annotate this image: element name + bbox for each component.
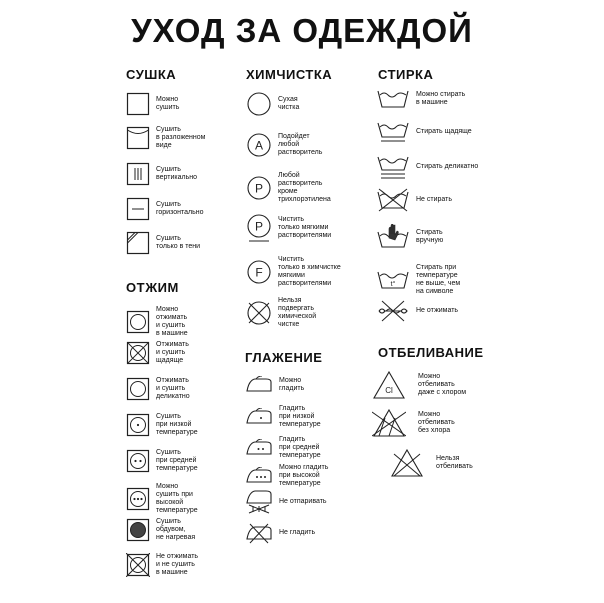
item-label: Не отпаривать xyxy=(279,498,327,505)
solvent-letter: P xyxy=(254,181,264,196)
list-item xyxy=(376,300,458,322)
bleach-chlorine-icon xyxy=(372,370,406,400)
item-label: Отжимать и сушить деликатно xyxy=(156,377,190,400)
list-item xyxy=(246,297,316,329)
item-label: Подойдет любой растворитель xyxy=(278,133,323,156)
drip-dry-icon xyxy=(126,162,150,186)
do-not-wash-icon xyxy=(376,188,410,212)
list-item xyxy=(126,126,206,150)
svg-text:t°: t° xyxy=(390,281,396,288)
list-item xyxy=(126,483,198,515)
page-title: УХОД ЗА ОДЕЖДОЙ xyxy=(131,12,473,49)
list-item xyxy=(245,376,304,394)
item-label: Стирать при температуре не выше, чем на символе xyxy=(416,264,461,295)
tumble-dry-icon xyxy=(126,92,150,116)
item-label: Можно гладить при высокой температуре xyxy=(279,464,329,487)
dry-clean-no-trichlorethylene-icon xyxy=(246,175,272,201)
item-label: Не гладить xyxy=(279,529,316,536)
item-label: Сушить горизонтально xyxy=(156,201,204,216)
list-item xyxy=(126,341,189,365)
item-label: Можно отбеливать даже с хлором xyxy=(418,373,467,396)
list-item xyxy=(376,88,465,110)
dry-clean-any-solvent-icon xyxy=(246,132,272,158)
list-item xyxy=(376,264,460,296)
bleach-letter: Cl xyxy=(385,386,393,395)
item-label: Не отжимать и не сушить в машине xyxy=(156,553,199,576)
item-label: Сушить только в тени xyxy=(156,235,201,250)
item-label: Любой растворитель кроме трихлорэтилена xyxy=(278,172,331,203)
section-title-bleaching: ОТБЕЛИВАНИЕ xyxy=(378,345,484,360)
list-item xyxy=(245,464,328,488)
section-title-wringing: ОТЖИМ xyxy=(126,280,179,295)
item-label: Нельзя отбеливать xyxy=(436,455,473,470)
gentle-wash-icon xyxy=(376,120,410,144)
item-label: Сушить при средней температуре xyxy=(156,449,198,472)
list-item xyxy=(126,197,204,221)
bleach-non-chlorine-icon xyxy=(372,408,406,438)
list-item xyxy=(376,224,443,250)
list-item xyxy=(126,162,197,186)
list-item xyxy=(246,213,331,243)
list-item xyxy=(372,370,466,400)
section-title-ironing: ГЛАЖЕНИЕ xyxy=(245,350,323,365)
list-item xyxy=(126,306,188,338)
item-label: Нельзя подвергать химической чистке xyxy=(278,297,317,328)
list-item xyxy=(126,92,179,116)
list-item xyxy=(246,172,331,204)
list-item xyxy=(126,413,198,437)
solvent-letter: F xyxy=(255,265,263,280)
list-item xyxy=(245,405,321,429)
item-label: Не отжимать xyxy=(416,307,459,314)
list-item xyxy=(246,132,322,158)
section-title-drying: СУШКА xyxy=(126,67,177,82)
solvent-letter: P xyxy=(254,219,264,234)
item-label: Чистить только мягкими растворителями xyxy=(278,216,332,239)
list-item xyxy=(245,490,327,514)
item-label: Не стирать xyxy=(416,196,452,203)
dry-low-heat-icon xyxy=(126,413,150,437)
do-not-bleach-icon xyxy=(390,448,424,478)
delicate-wash-icon xyxy=(376,154,410,180)
item-label: Гладить при низкой температуре xyxy=(279,405,321,428)
section-title-drycleaning: ХИМЧИСТКА xyxy=(246,67,333,82)
dry-high-heat-icon xyxy=(126,487,150,511)
iron-medium-icon xyxy=(245,439,273,457)
list-item xyxy=(246,91,299,117)
iron-icon xyxy=(245,376,273,394)
iron-high-icon xyxy=(245,467,273,485)
list-item xyxy=(376,188,452,212)
item-label: Можно отжимать и сушить в машине xyxy=(156,306,188,337)
machine-dry-icon xyxy=(126,310,150,334)
list-item xyxy=(246,256,341,288)
do-not-tumble-dry-icon xyxy=(126,553,150,577)
iron-low-icon xyxy=(245,408,273,426)
do-not-iron-icon xyxy=(245,522,273,544)
list-item xyxy=(126,231,200,255)
list-item xyxy=(390,448,473,478)
item-label: Чистить только в химчистке мягкими растворителями xyxy=(278,256,341,287)
item-label: Сушить при низкой температуре xyxy=(156,413,198,436)
gentle-dry-icon xyxy=(126,341,150,365)
dry-flat-icon xyxy=(126,197,150,221)
machine-wash-icon xyxy=(376,88,410,110)
list-item xyxy=(126,377,190,401)
list-item xyxy=(376,154,478,180)
dry-clean-petroleum-icon xyxy=(246,259,272,285)
list-item xyxy=(126,518,195,542)
item-label: Гладить при средней температуре xyxy=(279,436,321,459)
list-item xyxy=(376,120,472,144)
list-item xyxy=(126,553,198,577)
dry-clean-mild-solvent-icon xyxy=(246,213,272,243)
item-label: Стирать щадяще xyxy=(416,128,472,135)
do-not-dry-clean-icon xyxy=(246,300,272,326)
item-label: Можно сушить при высокой температуре xyxy=(156,483,198,514)
list-item xyxy=(372,408,455,438)
dry-medium-heat-icon xyxy=(126,449,150,473)
do-not-wring-icon xyxy=(376,300,410,322)
dry-clean-icon xyxy=(246,91,272,117)
delicate-dry-icon xyxy=(126,377,150,401)
dry-no-heat-icon xyxy=(126,518,150,542)
solvent-letter: A xyxy=(254,138,264,153)
item-label: Сушить в разложенном виде xyxy=(156,126,206,149)
no-steam-icon xyxy=(245,490,273,514)
item-label: Отжимать и сушить щадяще xyxy=(156,341,189,364)
hand-wash-icon xyxy=(376,224,410,250)
item-label: Стирать вручную xyxy=(416,229,444,244)
dry-in-shade-icon xyxy=(126,231,150,255)
item-label: Можно отбеливать без хлора xyxy=(418,411,455,434)
list-item xyxy=(245,522,315,544)
wash-temp-icon xyxy=(376,269,410,291)
list-item xyxy=(126,449,198,473)
item-label: Сушить обдувом, не нагревая xyxy=(156,518,196,541)
item-label: Стирать деликатно xyxy=(416,163,479,170)
item-label: Можно сушить xyxy=(156,96,180,111)
item-label: Сушить вертикально xyxy=(156,166,197,181)
list-item xyxy=(245,436,321,460)
item-label: Сухая чистка xyxy=(278,96,300,111)
section-title-washing: СТИРКА xyxy=(378,67,434,82)
line-dry-icon xyxy=(126,126,150,150)
item-label: Можно гладить xyxy=(279,377,305,392)
item-label: Можно стирать в машине xyxy=(416,91,466,106)
